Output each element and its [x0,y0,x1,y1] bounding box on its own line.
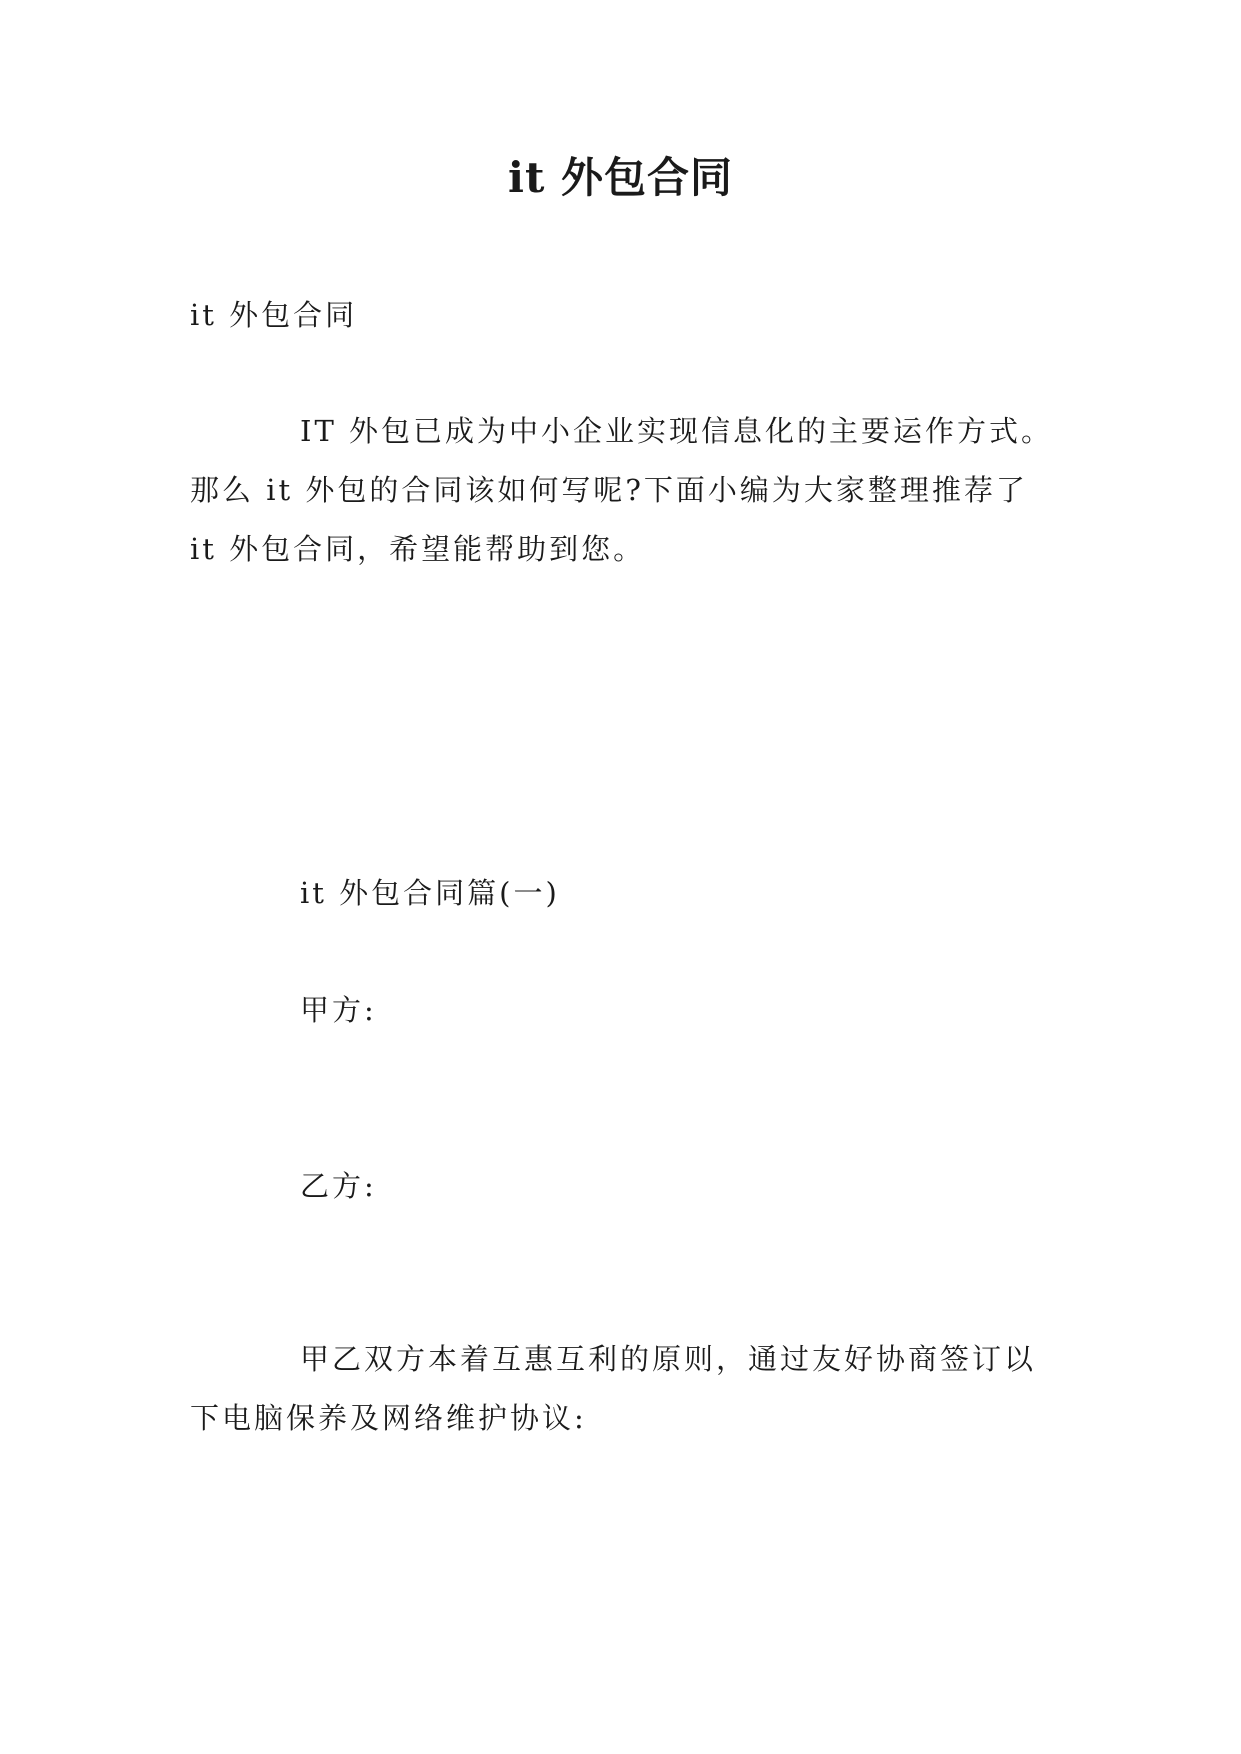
intro-line: it 外包合同，希望能帮助到您。 [190,532,646,566]
agreement-paragraph [190,1330,1036,1448]
intro-line: 那么 it 外包的合同该如何写呢?下面小编为大家整理推荐了 [190,473,1028,507]
party-b-label: 乙方: [300,1169,377,1203]
section-title: it 外包合同篇(一) [300,876,560,910]
document-title: it 外包合同 [508,153,733,202]
party-a-label: 甲方: [300,993,377,1027]
intro-paragraph [190,402,1053,579]
agreement-line: 甲乙双方本着互惠互利的原则，通过友好协商签订以 [300,1342,1037,1376]
agreement-line: 下电脑保养及网络维护协议: [190,1401,587,1435]
intro-line: IT 外包已成为中小企业实现信息化的主要运作方式。 [300,414,1054,448]
document-subtitle: it 外包合同 [190,298,358,332]
